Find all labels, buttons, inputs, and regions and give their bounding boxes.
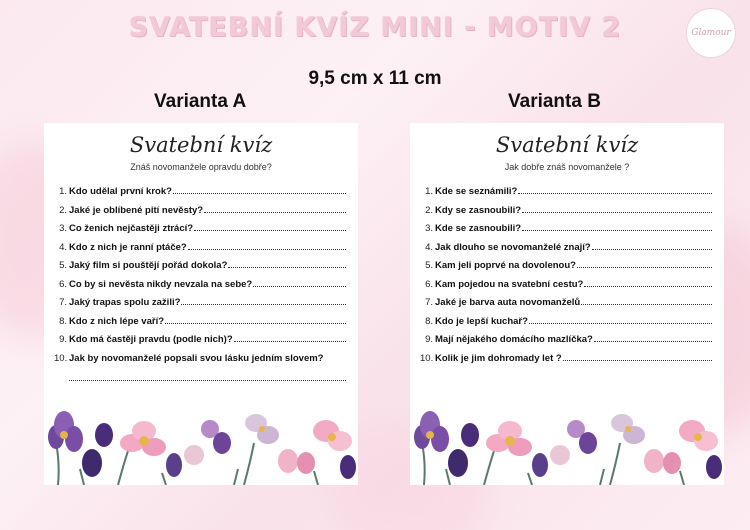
question-item xyxy=(420,223,712,242)
question-number: 8. xyxy=(425,315,433,327)
answer-line xyxy=(518,187,712,194)
answer-line xyxy=(165,317,346,324)
question-text: Kolik je jim dohromady let ? xyxy=(435,352,562,364)
question-item xyxy=(54,260,346,279)
question-item xyxy=(420,260,712,279)
question-number: 4. xyxy=(425,241,433,253)
answer-line xyxy=(594,335,712,342)
question-item xyxy=(54,205,346,224)
question-item xyxy=(54,334,346,353)
flower-border xyxy=(410,403,724,485)
question-number: 6. xyxy=(425,278,433,290)
answer-line xyxy=(522,206,712,213)
question-number: 2. xyxy=(425,204,433,216)
question-text: Kdo udělal první krok? xyxy=(69,186,172,197)
answer-line xyxy=(69,371,346,381)
card-subtitle: Znáš novomanžele opravdu dobře? xyxy=(130,162,272,172)
brand-logo xyxy=(686,8,736,58)
answer-line xyxy=(581,298,712,305)
answer-line xyxy=(194,224,346,231)
question-text: Jak by novomanželé popsali svou lásku jedním slovem? xyxy=(69,352,324,364)
question-text: Jaké je barva auta novomanželů xyxy=(435,297,581,308)
question-item xyxy=(420,297,712,316)
question-item xyxy=(420,242,712,261)
flower-border xyxy=(44,403,358,485)
question-number: 9. xyxy=(425,334,433,345)
question-item xyxy=(54,186,346,205)
question-number: 9. xyxy=(59,334,67,345)
question-number: 3. xyxy=(59,223,67,234)
quiz-card-a xyxy=(44,123,358,485)
variant-b-label: Varianta B xyxy=(508,91,601,112)
question-text: Kde se seznámili? xyxy=(435,186,518,197)
question-text: Kdo z nich lépe vaří? xyxy=(69,315,165,327)
card-title: Svatební kvíz xyxy=(129,133,273,157)
answer-line xyxy=(577,261,712,268)
card-subtitle: Jak dobře znáš novomanžele ? xyxy=(504,162,630,172)
question-item xyxy=(54,353,346,372)
answer-line xyxy=(592,243,712,250)
question-item xyxy=(420,353,712,372)
question-number: 1. xyxy=(59,186,67,197)
answer-line xyxy=(228,261,346,268)
question-text: Jaké je oblíbené pití nevěsty? xyxy=(69,204,204,216)
question-number: 2. xyxy=(59,204,67,216)
answer-line xyxy=(253,280,346,287)
answer-line xyxy=(234,335,346,342)
card-title: Svatební kvíz xyxy=(495,133,639,157)
question-text: Jaký trapas spolu zažili? xyxy=(69,297,181,308)
page-title: SVATEBNÍ KVÍZ MINI - MOTIV 2 xyxy=(128,12,622,43)
logo-text: Glamour xyxy=(691,28,731,38)
question-text: Mají nějakého domácího mazlíčka? xyxy=(435,334,593,345)
question-number: 4. xyxy=(59,241,67,253)
question-item xyxy=(420,279,712,298)
question-number: 10. xyxy=(54,352,68,364)
question-item xyxy=(420,205,712,224)
question-number: 10. xyxy=(420,352,434,364)
question-item xyxy=(54,242,346,261)
flower-decoration xyxy=(414,411,722,485)
answer-line xyxy=(204,206,346,213)
answer-line xyxy=(529,317,712,324)
question-text: Co ženich nejčastěji ztrácí? xyxy=(69,223,194,234)
question-number: 8. xyxy=(59,315,67,327)
question-number: 5. xyxy=(425,260,433,271)
question-item xyxy=(420,334,712,353)
question-text: Kam jeli poprvé na dovolenou? xyxy=(435,260,576,271)
flower-decoration xyxy=(48,411,356,485)
question-list xyxy=(44,186,358,371)
answer-line xyxy=(584,280,712,287)
question-text: Jaký film si pouštějí pořád dokola? xyxy=(69,260,228,271)
question-text: Kam pojedou na svatební cestu? xyxy=(435,278,584,290)
question-number: 7. xyxy=(59,297,67,308)
question-number: 1. xyxy=(425,186,433,197)
question-text: Kdo má častěji pravdu (podle nich)? xyxy=(69,334,233,345)
question-number: 5. xyxy=(59,260,67,271)
answer-line xyxy=(173,187,346,194)
question-text: Kdo je lepší kuchař? xyxy=(435,315,528,327)
question-number: 6. xyxy=(59,278,67,290)
question-text: Kdy se zasnoubili? xyxy=(435,204,522,216)
question-list xyxy=(410,186,724,371)
question-item xyxy=(420,316,712,335)
question-item xyxy=(54,297,346,316)
answer-line xyxy=(522,224,712,231)
question-text: Co by si nevěsta nikdy nevzala na sebe? xyxy=(69,278,253,290)
question-item xyxy=(420,186,712,205)
question-item xyxy=(54,279,346,298)
question-item xyxy=(54,223,346,242)
answer-line xyxy=(181,298,346,305)
question-text: Kde se zasnoubili? xyxy=(435,223,522,234)
answer-line xyxy=(188,243,346,250)
dimensions-label: 9,5 cm x 11 cm xyxy=(308,68,442,89)
answer-line xyxy=(563,354,712,361)
question-text: Jak dlouho se novomanželé znají? xyxy=(435,241,591,253)
question-number: 7. xyxy=(425,297,433,308)
question-text: Kdo z nich je ranní ptáče? xyxy=(69,241,187,253)
question-item xyxy=(54,316,346,335)
quiz-card-b xyxy=(410,123,724,485)
question-number: 3. xyxy=(425,223,433,234)
variant-a-label: Varianta A xyxy=(154,91,247,112)
